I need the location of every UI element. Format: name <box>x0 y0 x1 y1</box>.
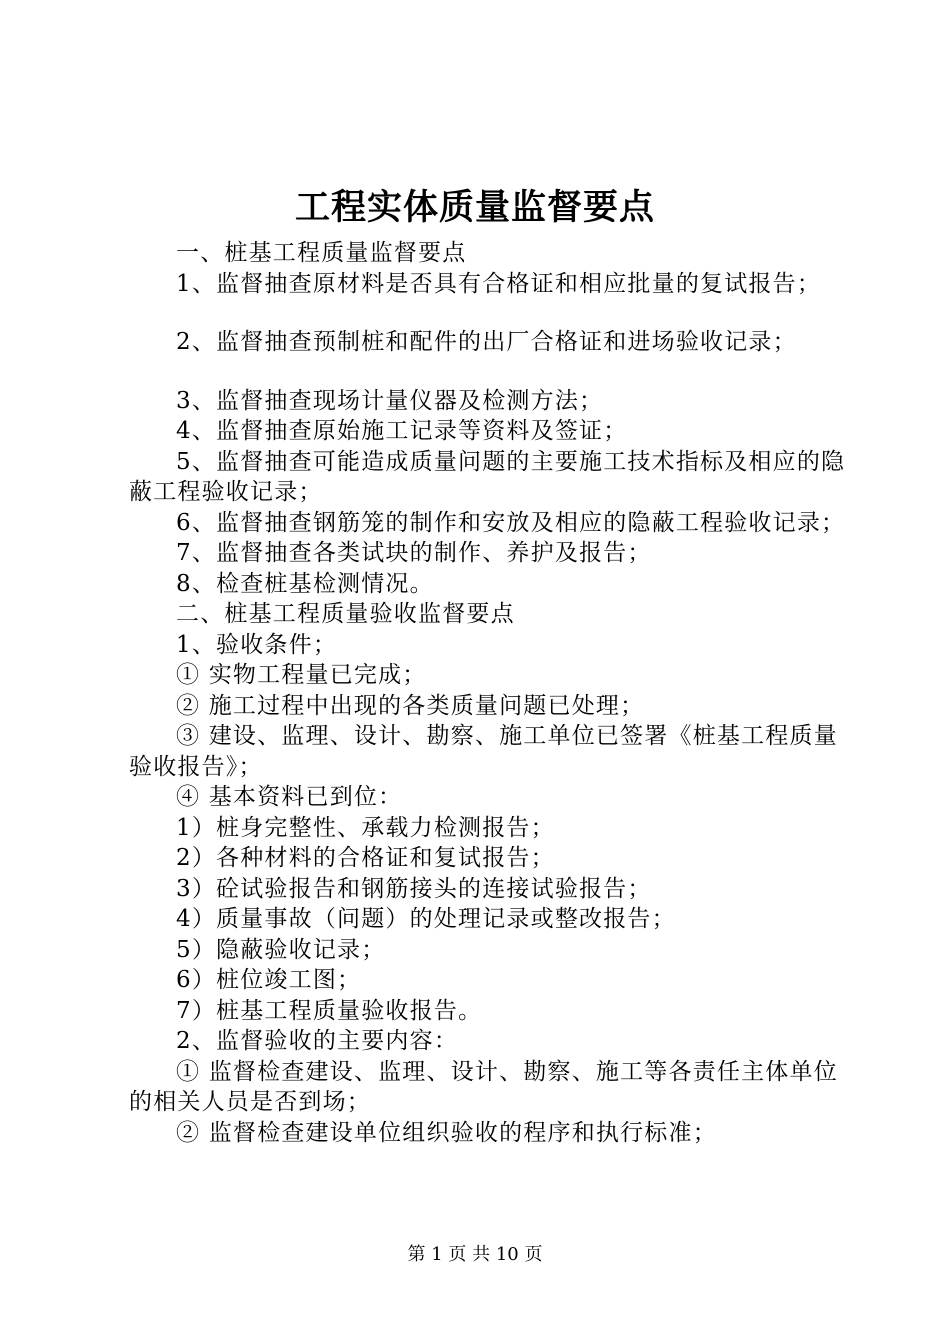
document-title: 工程实体质量监督要点 <box>294 187 655 228</box>
paragraph: ③ 建设、监理、设计、勘察、施工单位已签署《桩基工程质量验收报告》； <box>129 723 838 780</box>
paragraph: 2、监督抽查预制桩和配件的出厂合格证和进场验收记录； <box>176 329 797 355</box>
paragraph: 二、桩基工程质量验收监督要点 <box>176 601 515 627</box>
paragraph: ① 实物工程量已完成； <box>176 662 427 688</box>
paragraph: 一、桩基工程质量监督要点 <box>176 240 467 266</box>
paragraph: 4、监督抽查原始施工记录等资料及签证； <box>176 418 628 444</box>
paragraph: 2、监督验收的主要内容： <box>176 1028 459 1054</box>
paragraph: 3、监督抽查现场计量仪器及检测方法； <box>176 387 604 414</box>
paragraph: 6）桩位竣工图； <box>176 967 362 993</box>
paragraph: ② 监督检查建设单位组织验收的程序和执行标准； <box>176 1119 717 1146</box>
paragraph: 4）质量事故（问题）的处理记录或整改报告； <box>176 906 676 932</box>
paragraph: 5、监督抽查可能造成质量问题的主要施工技术指标及相应的隐蔽工程验收记录； <box>129 448 846 505</box>
page-number-footer: 第 1 页 共 10 页 <box>407 1244 543 1265</box>
paragraph: 1、监督抽查原材料是否具有合格证和相应批量的复试报告； <box>176 270 822 297</box>
paragraph: 1、验收条件； <box>176 631 338 658</box>
document-body <box>129 238 849 1148</box>
paragraph: ① 监督检查建设、监理、设计、勘察、施工等各责任主体单位的相关人员是否到场； <box>129 1058 838 1115</box>
paragraph: 2）各种材料的合格证和复试报告； <box>176 845 555 871</box>
paragraph: 6、监督抽查钢筋笼的制作和安放及相应的隐蔽工程验收记录； <box>176 509 846 536</box>
paragraph: 7、监督抽查各类试块的制作、养护及报告； <box>176 540 652 566</box>
paragraph: 5）隐蔽验收记录； <box>176 936 386 963</box>
paragraph: ② 施工过程中出现的各类质量问题已处理； <box>176 692 645 719</box>
paragraph: ④ 基本资料已到位： <box>176 784 403 810</box>
paragraph: 8、检查桩基检测情况。 <box>176 570 434 597</box>
paragraph: 1）桩身完整性、承载力检测报告； <box>176 814 555 841</box>
paragraph: 3）砼试验报告和钢筋接头的连接试验报告； <box>176 875 652 902</box>
paragraph: 7）桩基工程质量验收报告。 <box>176 997 483 1024</box>
